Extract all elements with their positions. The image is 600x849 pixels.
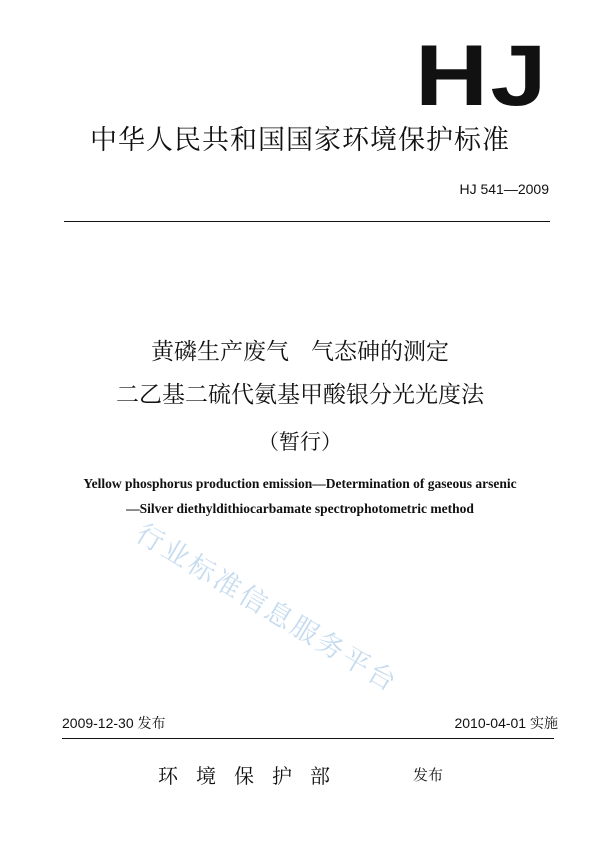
implement-date: 2010-04-01 实施	[454, 715, 558, 731]
title-en-line1: Yellow phosphorus production emission—Determination of gaseous arsenic	[83, 476, 517, 491]
title-cn-line1-part2: 气态砷的测定	[311, 339, 449, 365]
footer-divider	[62, 738, 554, 739]
issuer-suffix: 发布	[413, 766, 444, 784]
hj-logo	[412, 33, 552, 113]
publish-date: 2009-12-30 发布	[62, 715, 166, 731]
header-divider	[64, 221, 550, 222]
title-cn-line1-part1: 黄磷生产废气	[151, 339, 289, 365]
issuer-name: 环境保护部	[158, 764, 348, 788]
org-name: 中华人民共和国国家环境保护标准	[90, 125, 510, 156]
title-cn-line2: 二乙基二硫代氨基甲酸银分光光度法	[116, 382, 484, 408]
title-en-line2: —Silver diethyldithiocarbamate spectrophotometric method	[126, 501, 474, 516]
title-cn-line1	[0, 333, 600, 366]
title-cn-line3: （暂行）	[258, 430, 342, 454]
hj-logo-text: HJ	[415, 33, 549, 113]
standard-number: HJ 541—2009	[459, 181, 549, 197]
watermark: 行业标准信息服务平台	[130, 518, 404, 700]
